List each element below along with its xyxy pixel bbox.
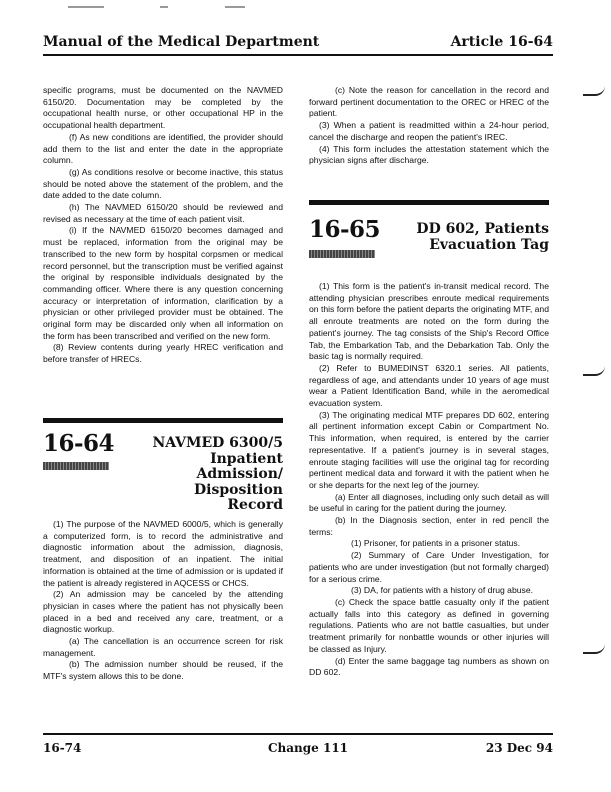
title-line: NAVMED 6300/5	[152, 435, 283, 451]
paragraph: (4) This form includes the attestation statement which the physician signs after discharge.	[309, 143, 549, 166]
scan-mark	[68, 6, 104, 8]
article-number: Article 16-64	[450, 34, 553, 50]
binder-mark	[583, 366, 605, 376]
page-number: 16-74	[43, 741, 82, 755]
paragraph: (i) If the NAVMED 6150/20 becomes damaged and must be replaced, information from the original may be transcribed to the new form by hospital corpsmen or medical record personnel, but the transcription must be verified against the original by responsible individuals designated by the commanding officer. Where there is any question concerning accuracy or interpretation of information, clarification by a physician or other privileged provider must be obtained. The original form may be discarded only when all information on the form has been transcribed and verified on the new form.	[43, 225, 283, 341]
paragraph: (g) As conditions resolve or become inactive, this status should be noted above the statement of the problem, and the date added to the date column.	[43, 166, 283, 201]
section-number: 16-65	[309, 216, 381, 243]
page-date: 23 Dec 94	[485, 741, 553, 755]
binder-mark	[583, 644, 605, 654]
title-line: Evacuation Tag	[429, 236, 549, 253]
title-line: Record	[227, 497, 283, 513]
paragraph: specific programs, must be documented on the NAVMED 6150/20. Documentation may be completed by the occupational health nurse, or other occupational HP in the occupational health department.	[43, 85, 283, 131]
paragraph: (c) Check the space battle casualty only if the patient actually falls into this category as defined in governing regulations. Patients who are not battle casualties, but under treatment primarily for nonbattle wounds or other injuries will be classed as Injury.	[309, 596, 549, 654]
paragraph: (b) In the Diagnosis section, enter in red pencil the terms:	[309, 515, 549, 537]
footer-rule	[43, 733, 553, 735]
title-line: DD 602, Patients	[416, 221, 549, 237]
paragraph: (1) Prisoner, for patients in a prisoner status.	[351, 538, 521, 549]
scan-mark	[225, 6, 245, 8]
title-line: Admission/	[196, 466, 283, 482]
scan-mark	[160, 6, 168, 8]
paragraph: (3) The originating medical MTF prepares DD 602, entering all pertinent information except Cabin or Compartment No. This information, when required, is entered by the carrier representative. If a patient's journey is in several stages, enroute staging facilities will use the original tag for recording pertinent medical data and forward it with the patient when he or she departs for the next leg of the journey.	[309, 409, 549, 490]
paragraph: (2) An admission may be canceled by the attending physician in cases where the patient has not physically been placed in a bed and received any care, treatment, or a diagnostic workup.	[43, 589, 283, 635]
paragraph: (1) The purpose of the NAVMED 6000/5, which is generally a computerized form, is to record the administrative and diagnostic information about the admission, diagnosis, treatment, and disposition of an inpatient. The initial information is obtained at the time of admission or is updated if the patient is already registered in AQCESS or CHCS.	[43, 519, 283, 588]
paragraph: (3) When a patient is readmitted within a 24-hour period, cancel the discharge and reopen the patient's IREC.	[309, 120, 549, 142]
paragraph: (f) As new conditions are identified, the provider should add them to the list and enter the date in the appropriate column.	[43, 131, 283, 166]
binder-mark	[583, 86, 605, 96]
manual-title: Manual of the Medical Department	[43, 34, 320, 50]
change-number: Change 111	[268, 741, 349, 755]
section-rule	[309, 200, 549, 205]
section-number: 16-64	[43, 430, 115, 457]
paragraph: (a) Enter all diagnoses, including only such detail as will be useful in caring for the patient during the journey.	[309, 491, 549, 514]
paragraph: (c) Note the reason for cancellation in the record and forward pertinent documentation to the OREC or HREC of the patient.	[309, 85, 549, 119]
paragraph: (2) Refer to BUMEDINST 6320.1 series. All patients, regardless of age, and attendants under 10 years of age must wear a Patient Identification Band, while in the aeromedical evacuation system.	[309, 362, 549, 409]
section-shade-box	[309, 250, 375, 258]
header-rule	[43, 54, 553, 56]
section-rule	[43, 418, 283, 423]
section-title	[399, 222, 549, 253]
paragraph: (d) Enter the same baggage tag numbers as shown on DD 602.	[309, 655, 549, 678]
paragraph: (b) The admission number should be reused, if the MTF's system allows this to be done.	[43, 659, 283, 682]
title-line: Disposition	[194, 481, 283, 498]
right-column-text	[309, 85, 549, 167]
section-16-65-text	[309, 281, 549, 679]
paragraph: (h) The NAVMED 6150/20 should be reviewed and revised as necessary at the time of each patient visit.	[43, 202, 283, 224]
section-16-64-text	[43, 519, 283, 683]
section-shade-box	[43, 462, 109, 470]
paragraph: (1) This form is the patient's in-transit medical record. The attending physician prescribes enroute medical requirements on this form before the patient departs the originating MTF, and all enroute treatments are noted on the form during the patient's journey. The tag consists of the Ship's Record Office Tab, the Embarkation Tab, and the Debarkation Tab. Only the basic tag is normally required.	[309, 281, 549, 362]
left-column-text	[43, 85, 283, 366]
paragraph: (3) DA, for patients with a history of drug abuse.	[351, 585, 533, 596]
paragraph: (a) The cancellation is an occurrence screen for risk management.	[43, 636, 283, 658]
paragraph: (2) Summary of Care Under Investigation, for patients who are under investigation (but not formally charged) for a serious crime.	[309, 550, 549, 584]
title-line: Inpatient	[210, 450, 283, 467]
paragraph: (8) Review contents during yearly HREC verification and before transfer of HRECs.	[43, 342, 283, 365]
section-title	[133, 436, 283, 514]
